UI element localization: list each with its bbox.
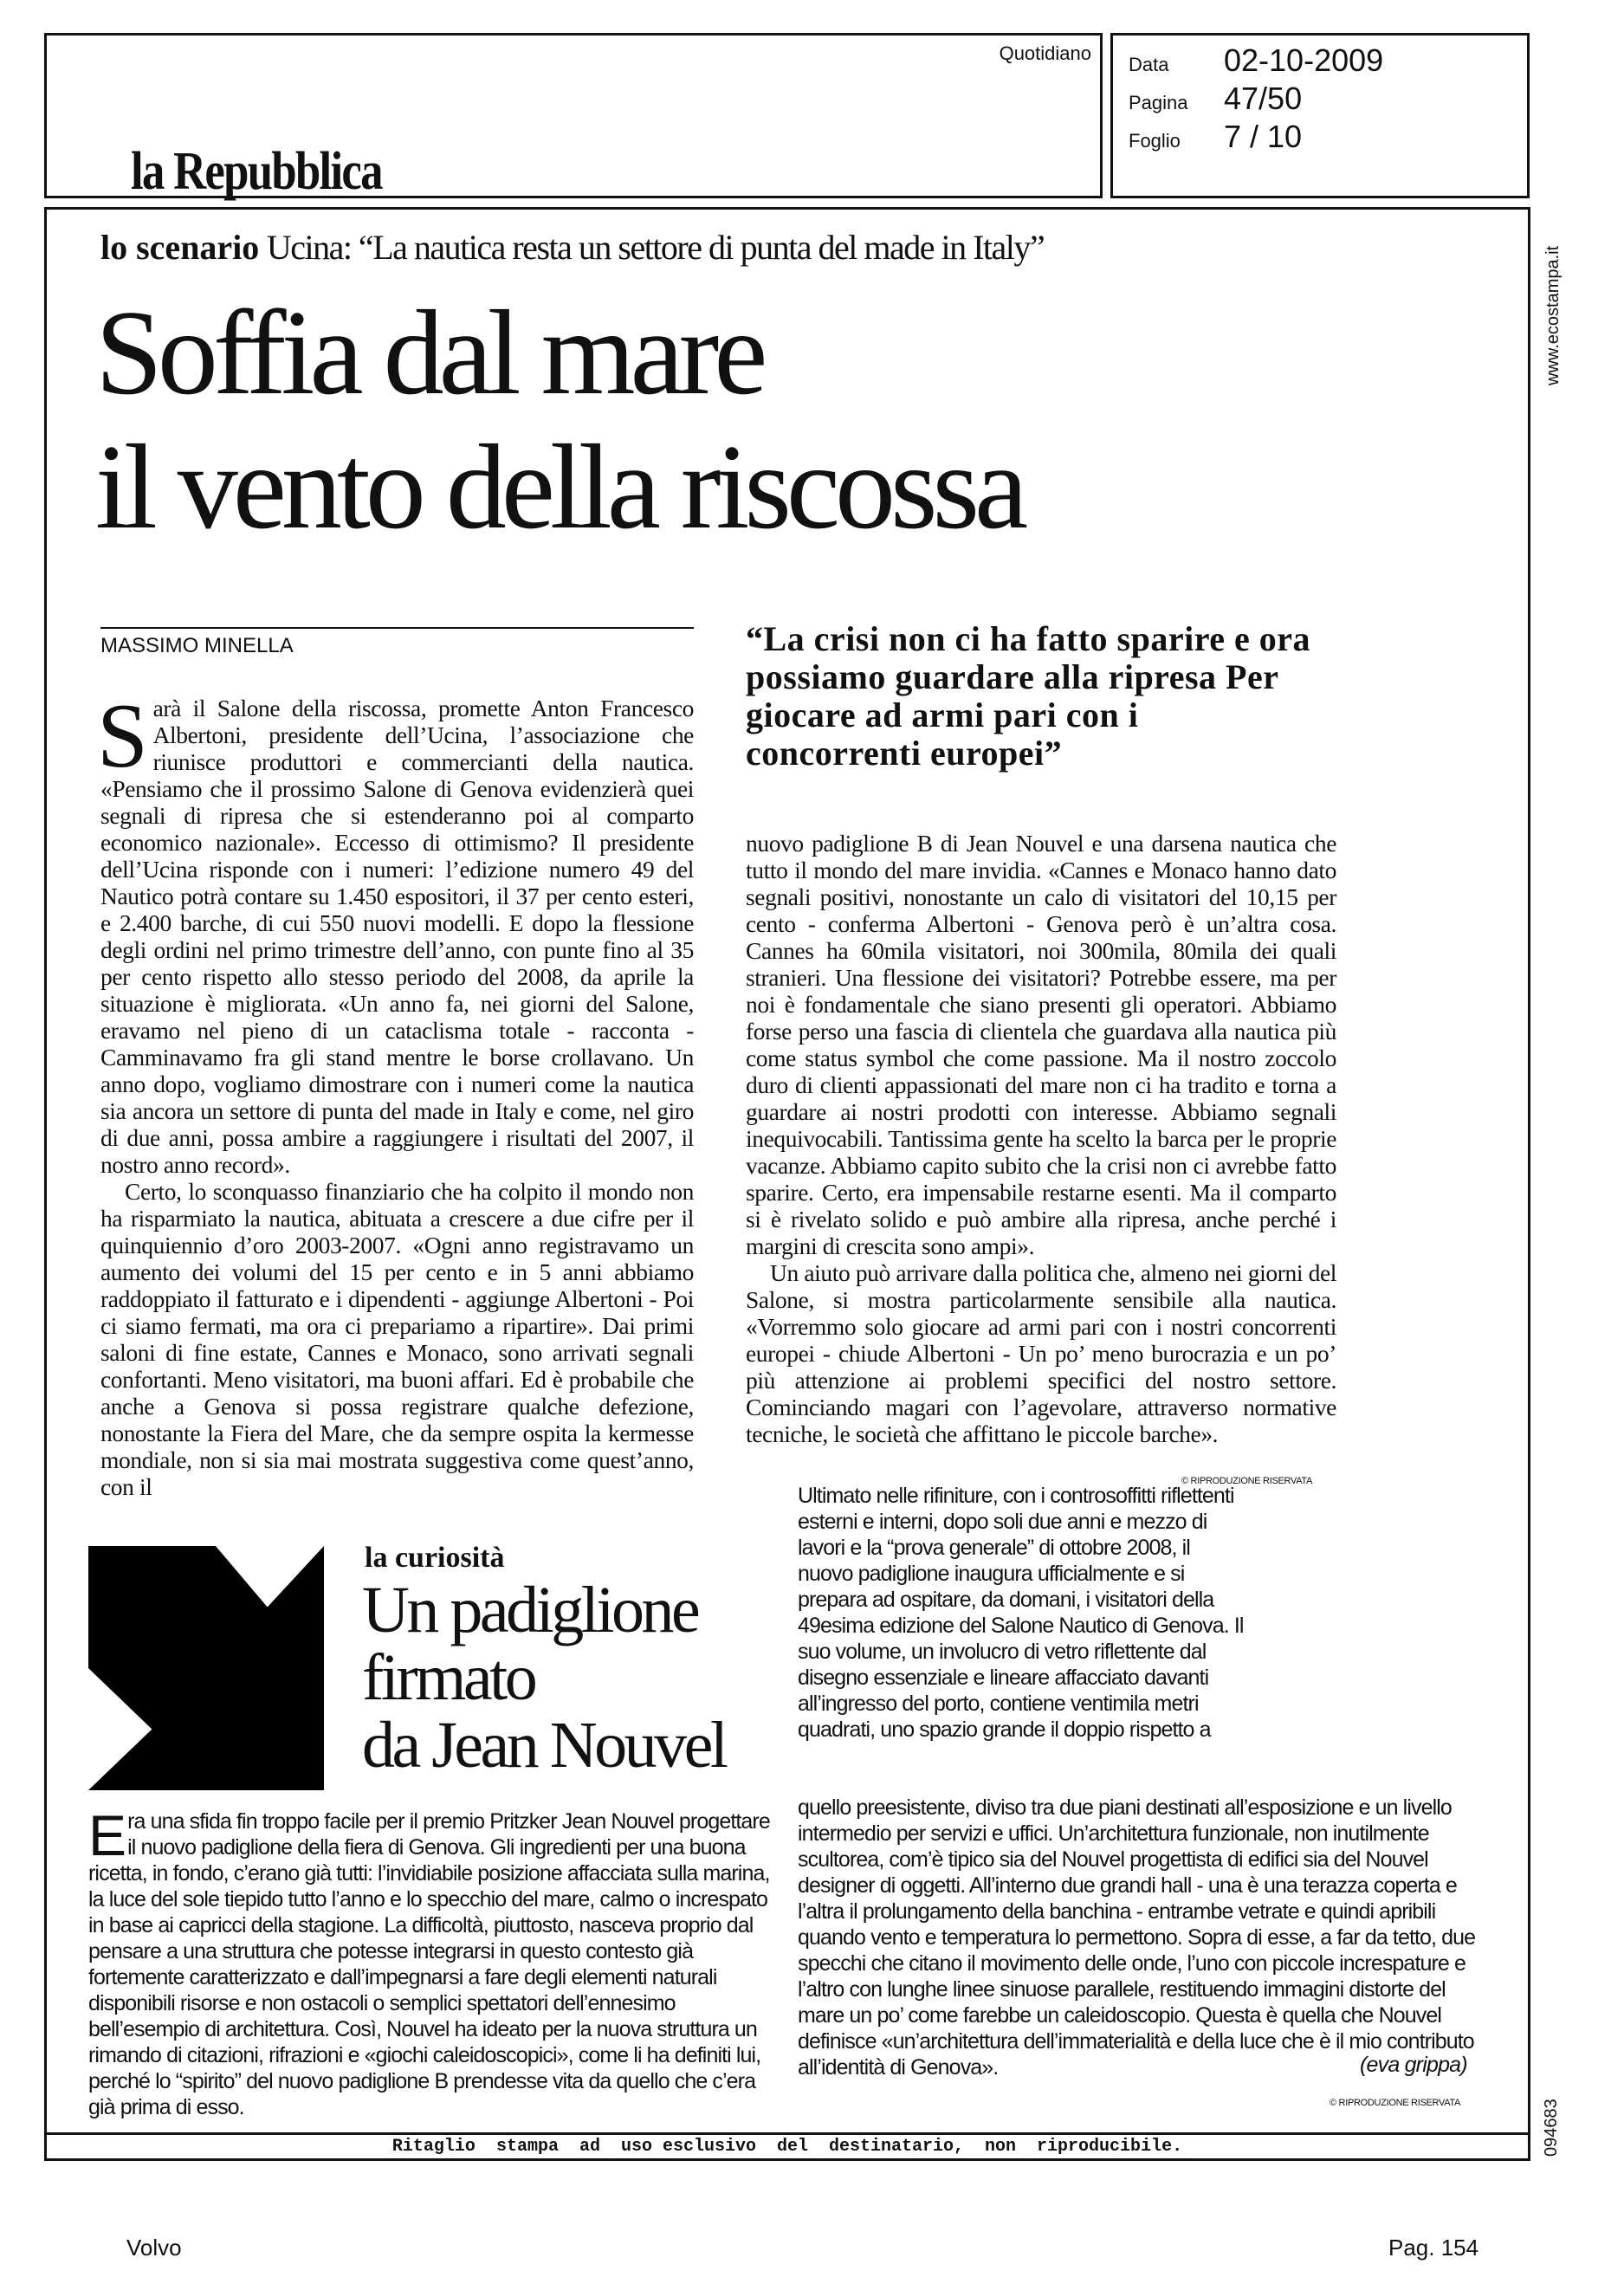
publication-type: Quotidiano <box>999 42 1091 64</box>
kicker-tag: lo scenario <box>100 228 260 267</box>
sheet-value: 7 / 10 <box>1224 119 1303 154</box>
source-site: www.ecostampa.it <box>1543 245 1563 385</box>
page-value: 47/50 <box>1224 81 1303 116</box>
sidebar-paragraph: ra una sfida fin troppo facile per il premio Pritzker Jean Nouvel progettare il nuovo padiglione della fiera di Genova. Gli ingredienti per una buona ricetta, in fondo, c’erano già tutti: l’invidiabile posizione affacciata sulla marina, la luce del sole tiepido tutto l’anno e lo specchio del mare, calmo o increspato in base ai capricci della stagione. La difficoltà, piuttosto, nasceva proprio dal pensare a una struttura che potesse integrarsi in questo contesto già fortemente caratterizzato e dall’impegnarsi a fare degli elementi naturali disponibili risorse e non ostacoli o semplici spettatori dell’ennesimo bell’esempio di architettura. Così, Nouvel ha ideato per la nuova struttura un rimando di citazioni, rifrazioni e «giochi caleidoscopici», come li ha definiti lui, perché lo “spirito” del nuovo padiglione B prendesse vita da quello che c’era già prima di esso. <box>88 1809 770 2119</box>
headline <box>95 286 1023 554</box>
author-signature: (eva grippa) <box>1360 2053 1467 2077</box>
sidebar-column-left <box>88 1803 773 2120</box>
byline-rule <box>100 627 694 629</box>
headline-line-2: il vento della riscossa <box>95 420 1024 554</box>
date-label: Data <box>1129 54 1169 75</box>
article-paragraph: Certo, lo sconquasso finanziario che ha colpito il mondo non ha risparmiato la nautica, abituata a crescere a due cifre per il quinquiennio d’oro 2003-2007. «Ogni anno registravamo un aumento dei volumi del 15 per cento e in 5 anni abbiamo raddoppiato il fatturato e i dipendenti - aggiunge Albertoni - Poi ci siamo fermati, ma ora ci prepariamo a ripartire». Dai primi saloni di fine estate, Cannes e Monaco, sono arrivati segnali confortanti. Meno visitatori, ma buoni affari. Ed è probabile che anche a Genova si possa registrare qualche defezione, nonostante la Fiera del Mare, che da sempre ospita la kermesse mondiale, non si sia mai mostrata suggestiva come quest’anno, con il <box>100 1178 694 1500</box>
reproduction-notice: Ritaglio stampa ad uso esclusivo del destinatario, non riproducibile. <box>391 2137 1183 2157</box>
sidebar-paragraph: Ultimato nelle rifiniture, con i controsoffitti riflettenti esterni e interni, dopo soli due anni e mezzo di lavori e la “prova generale” di ottobre 2008, il nuovo padiglione inaugura ufficialmente e si prepara ad ospitare, da domani, i visitatori della 49esima edizione del Salone Nautico di Genova. Il suo volume, un involucro di vetro riflettente dal disegno essenziale e lineare affacciato davanti all’ingresso del porto, contiene ventimila metri quadrati, uno spazio grande il doppio rispetto a <box>798 1484 1244 1742</box>
article-kicker <box>100 227 1044 268</box>
page-label: Pagina <box>1129 92 1188 113</box>
clip-code: 094683 <box>1542 2099 1561 2157</box>
drop-cap: S <box>97 685 148 786</box>
footer-divider <box>44 2132 1530 2135</box>
sidebar-copyright: © RIPRODUZIONE RISERVATA <box>1330 2098 1461 2108</box>
byline: MASSIMO MINELLA <box>100 634 294 657</box>
clip-page-number: Pag. 154 <box>1388 2235 1479 2261</box>
article-paragraph: nuovo padiglione B di Jean Nouvel e una darsena nautica che tutto il mondo del mare invidia. «Cannes e Monaco hanno dato segnali positivi, nonostante un calo di visitatori del 10,15 per cento - conferma Albertoni - Genova però è un’altra cosa. Cannes ha 60mila visitatori, noi 300mila, 80mila dei quali stranieri. Una flessione dei visitatori? Potrebbe essere, ma per noi è fondamentale che siano presenti gli operatori. Abbiamo forse perso una fascia di clientela che guardava alla nautica più come status symbol che come passione. Ma il nostro zoccolo duro di clienti appassionati del mare non ci ha tradito e torna a guardare ai nostri prodotti con interesse. Abbiamo segnali inequivocabili. Tantissima gente ha scelto la barca per le proprie vacanze. Abbiamo capito subito che la crisi non ci avrebbe fatto sparire. Certo, era impensabile restarne esenti. Ma il comparto si è rivelato solido e può ambire alla ripresa, anche perché i margini di crescita sono ampi». <box>746 830 1336 1259</box>
article-paragraph: Un aiuto può arrivare dalla politica che, almeno nei giorni del Salone, si mostra particolarmente sensibile alla nautica. «Vorremmo solo giocare ad armi pari con i nostri concorrenti europei - chiude Albertoni - Un po’ meno burocrazia e un po’ più attenzione ai problemi specifici del nostro settore. Cominciando magari con l’agevolare, attraverso normative tecniche, le società che affittano le piccole barche». <box>746 1259 1336 1447</box>
sheet-label: Foglio <box>1129 130 1181 152</box>
sidebar-column-right-bottom <box>798 1795 1486 2080</box>
issue-meta-box <box>1110 33 1530 198</box>
article-copyright: © RIPRODUZIONE RISERVATA <box>1181 1476 1313 1486</box>
article-paragraph: arà il Salone della riscossa, promette Anton Francesco Albertoni, presidente dell’Ucina, l’associazione che riunisce produttori e commercianti della nautica. «Pensiamo che il prossimo Salone di Genova evidenzierà quei segnali di ripresa che si estenderanno poi al comparto economico nazionale». Eccesso di ottimismo? Il presidente dell’Ucina risponde con i numeri: l’edizione numero 49 del Nautico potrà contare su 1.450 espositori, il 37 per cento esteri, e 2.400 barche, di cui 550 nuovi modelli. E dopo la flessione degli ordini nel primo trimestre dell’anno, con punte fino al 35 per cento rispetto allo stesso periodo del 2008, da aprile la situazione è migliorata. «Un anno fa, nei giorni del Salone, eravamo nel pieno di un cataclisma totale - racconta - Camminavamo fra gli stand mentre le borse crollavano. Un anno dopo, vogliamo dimostrare con i numeri come la nautica sia ancora un settore di punta del made in Italy e come, nel giro di due anni, possa ambire a raggiungere i risultati del 2007, il nostro anno record». <box>100 695 694 1178</box>
sidebar-column-right-top <box>798 1483 1248 1743</box>
sidebar-title-line-1: Un padiglione <box>362 1574 698 1646</box>
client-name: Volvo <box>126 2235 182 2261</box>
kicker-text: Ucina: “La nautica resta un settore di punta del made in Italy” <box>266 228 1045 267</box>
sidebar-title-line-3: da Jean Nouvel <box>362 1709 726 1782</box>
headline-line-1: Soffia dal mare <box>95 286 763 420</box>
sidebar-title <box>362 1574 726 1782</box>
pull-quote: “La crisi non ci ha fatto sparire e ora possiamo guardare alla ripresa Per giocare ad armi pari con i concorrenti europei” <box>746 619 1311 773</box>
date-value: 02-10-2009 <box>1224 42 1384 78</box>
article-column-left <box>97 685 694 1500</box>
article-column-right <box>746 830 1336 1447</box>
sidebar-title-line-2: firmato <box>362 1641 535 1714</box>
section-arrow-graphic <box>88 1546 324 1790</box>
sidebar-paragraph: quello preesistente, diviso tra due piani destinati all’esposizione e un livello intermedio per servizi e uffici. Un’architettura funzionale, non inutilmente scultorea, com’è tipico sia del Nouvel progettista di edifici sia del Nouvel designer di oggetti. All’interno due grandi hall - una è una terazza coperta e l’altra il prolungamento della banchina - entrambe vetrate e quindi apribili quando vento e temperatura lo permettono. Sopra di esse, a far da tetto, due specchi che citano il movimento delle onde, l’uno con piccole increspature e l’altro con lunghe linee sinuose parallele, restituendo immagini distorte del mare un po’ come farebbe un caleidoscopio. Questa è quella che Nouvel definisce «un’architettura dell’immaterialità e della luce che è il mio contributo all’identità di Genova». <box>798 1795 1476 2080</box>
drop-cap: E <box>88 1803 126 1867</box>
masthead-box <box>44 33 1103 201</box>
sidebar-tag: la curiosità <box>365 1542 505 1574</box>
newspaper-logo: la Repubblica <box>131 142 382 201</box>
